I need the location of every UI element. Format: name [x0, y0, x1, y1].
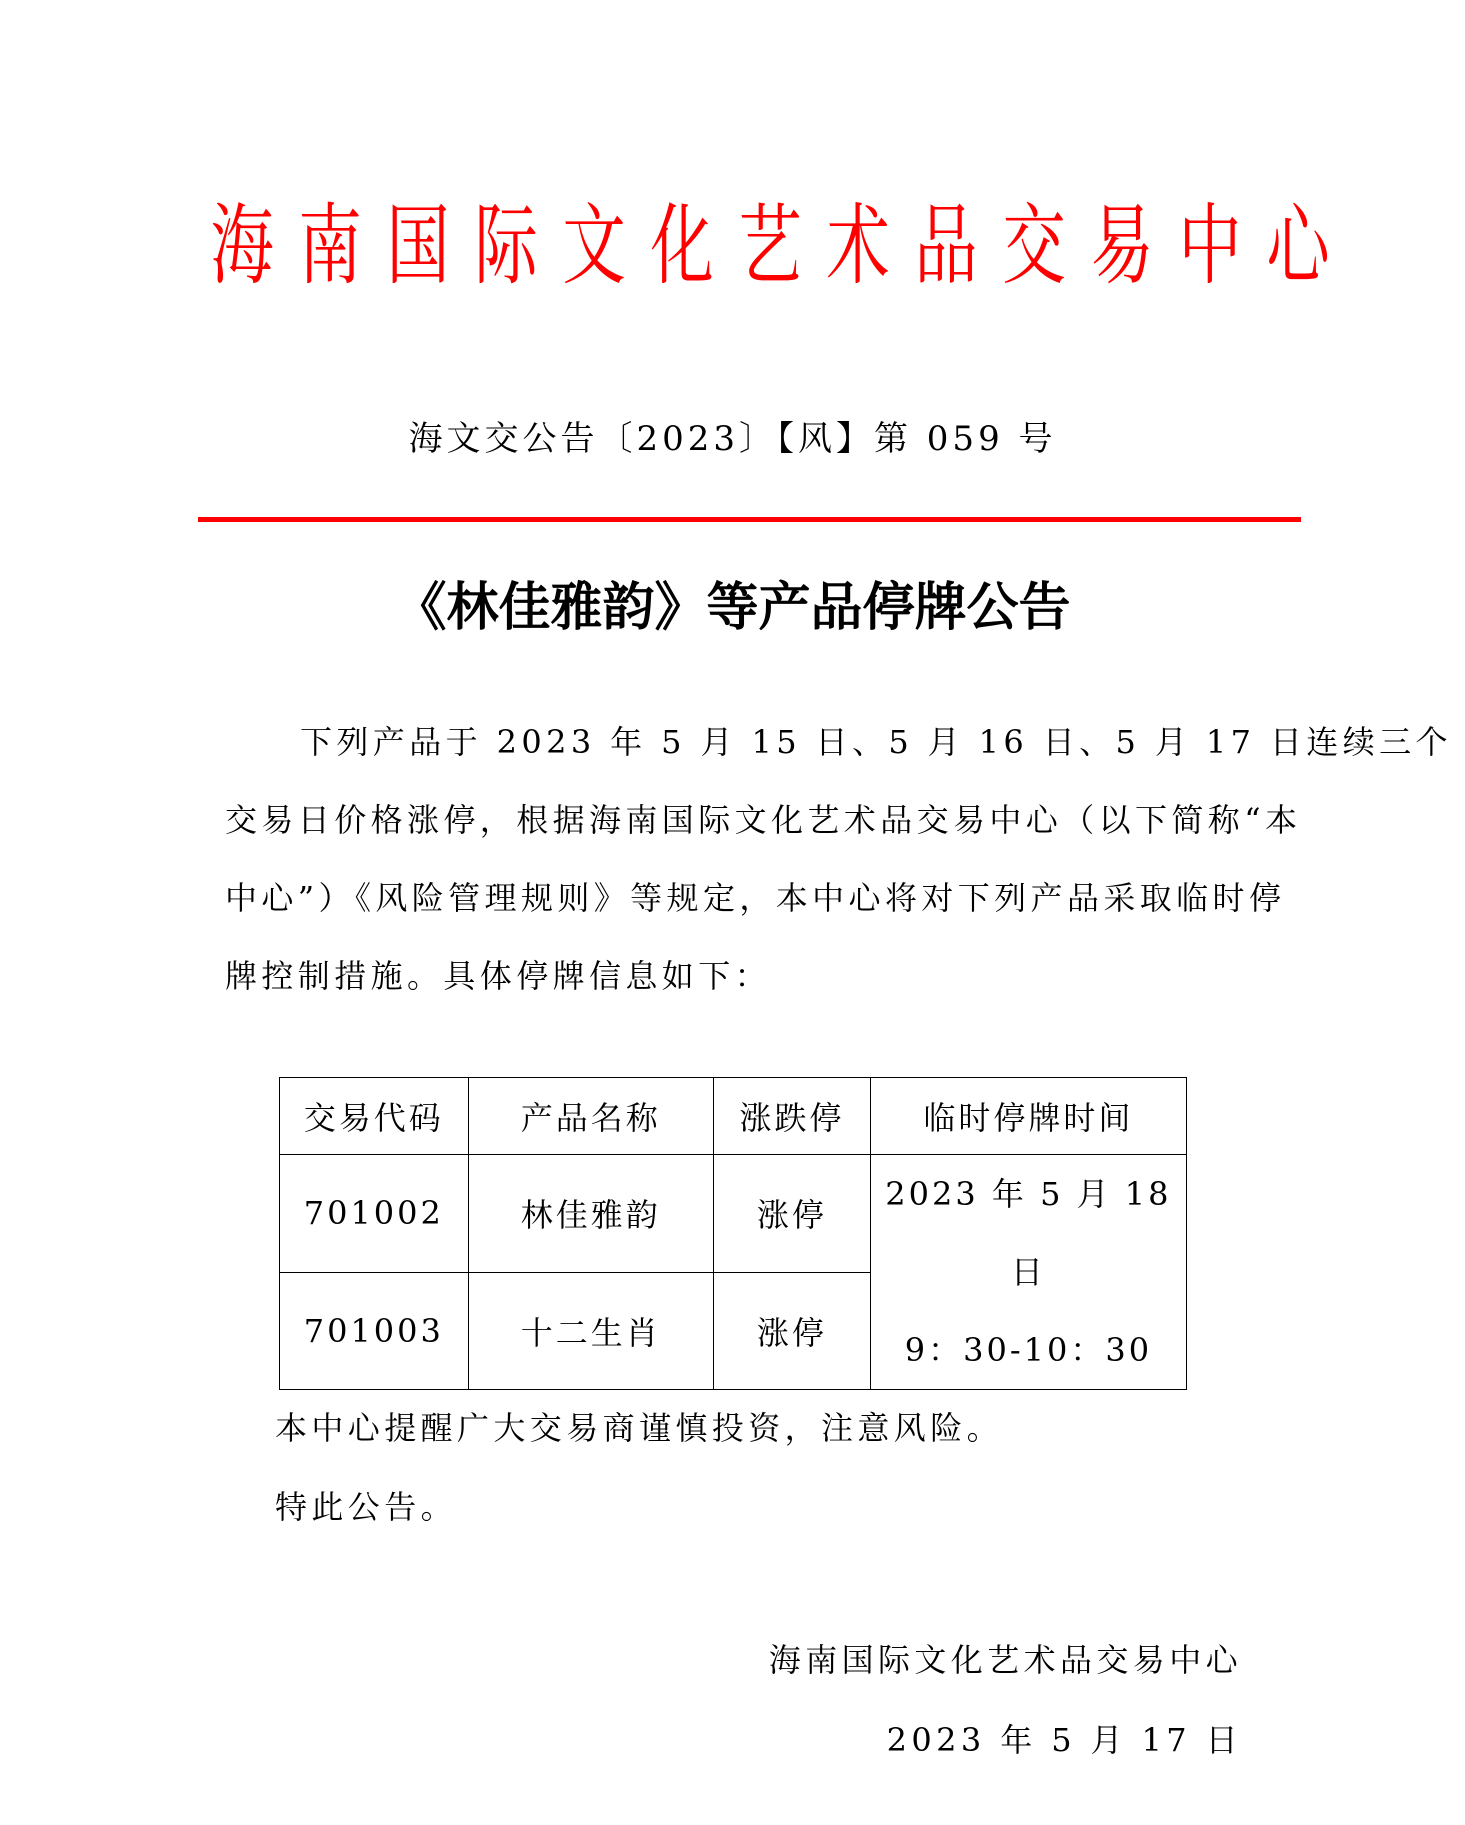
letterhead-char: 心	[1266, 194, 1330, 297]
cell-trade-code: 701002	[280, 1155, 469, 1273]
letterhead-char: 易	[1090, 194, 1154, 297]
cell-suspension-time	[870, 1155, 1186, 1390]
header-trade-code: 交易代码	[280, 1078, 469, 1155]
letterhead-char: 文	[562, 194, 626, 297]
cell-limit-status: 涨停	[713, 1155, 870, 1273]
table-row	[280, 1155, 1187, 1273]
sign-off: 特此公告。	[275, 1488, 458, 1526]
suspension-date: 2023 年 5 月 18 日	[885, 1175, 1172, 1291]
letterhead-char: 品	[914, 194, 978, 297]
header-limit-status: 涨跌停	[713, 1078, 870, 1155]
body-paragraph-line: 下列产品于 2023 年 5 月 15 日、5 月 16 日、5 月 17 日连续三个	[300, 723, 1452, 761]
cell-limit-status: 涨停	[713, 1272, 870, 1390]
table-header-row	[280, 1078, 1187, 1155]
body-paragraph-line: 中心”）《风险管理规则》等规定，本中心将对下列产品采取临时停	[225, 879, 1286, 917]
letterhead-char: 际	[474, 194, 538, 297]
letterhead-title	[198, 194, 1330, 297]
red-divider	[198, 517, 1301, 522]
letterhead-char: 化	[650, 194, 714, 297]
suspension-hours: 9：30-10：30	[904, 1331, 1153, 1369]
letterhead-char: 交	[1002, 194, 1066, 297]
cell-product-name: 十二生肖	[468, 1272, 713, 1390]
letterhead-char: 中	[1178, 194, 1242, 297]
body-paragraph-line: 牌控制措施。具体停牌信息如下：	[225, 957, 772, 995]
risk-reminder: 本中心提醒广大交易商谨慎投资，注意风险。	[275, 1409, 1004, 1447]
header-product-name: 产品名称	[468, 1078, 713, 1155]
body-paragraph-line: 交易日价格涨停，根据海南国际文化艺术品交易中心（以下简称“本	[225, 801, 1302, 839]
letterhead-char: 南	[298, 194, 362, 297]
suspension-table	[279, 1077, 1187, 1390]
letterhead-char: 术	[826, 194, 890, 297]
cell-trade-code: 701003	[280, 1272, 469, 1390]
letterhead-char: 海	[210, 194, 274, 297]
announcement-headline: 《林佳雅韵》等产品停牌公告	[394, 577, 1071, 638]
letterhead-char: 国	[386, 194, 450, 297]
letterhead-char: 艺	[738, 194, 802, 297]
document-number: 海文交公告〔2023〕【风】第 059 号	[408, 419, 1057, 459]
signature-org: 海南国际文化艺术品交易中心	[768, 1641, 1242, 1679]
signature-date: 2023 年 5 月 17 日	[886, 1721, 1242, 1759]
header-suspension-time: 临时停牌时间	[870, 1078, 1186, 1155]
cell-product-name: 林佳雅韵	[468, 1155, 713, 1273]
